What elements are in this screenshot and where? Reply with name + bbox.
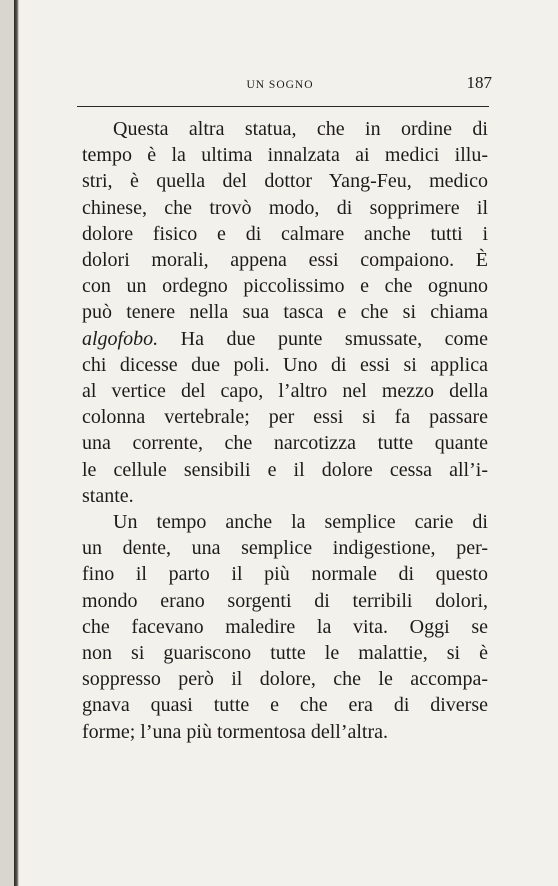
text-line: dolori morali, appena essi compaiono. È	[82, 249, 488, 272]
text-line: soppresso però il dolore, che le accompa-	[82, 668, 488, 691]
text-line: può tenere nella sua tasca e che si chiama	[82, 301, 488, 324]
text-line: colonna vertebrale; per essi si fa passare	[82, 406, 488, 429]
text-line: stante.	[82, 484, 134, 507]
text-line: Un tempo anche la semplice carie di	[113, 511, 488, 534]
text-line: chi dicesse due poli. Uno di essi si applica	[82, 353, 488, 376]
text-line: le cellule sensibili e il dolore cessa all’i-	[82, 458, 488, 481]
text-line-rest: Ha due punte smussate, come	[158, 327, 488, 350]
body-text	[82, 116, 488, 745]
text-line: stri, è quella del dottor Yang-Feu, medico	[82, 170, 488, 193]
header-rule	[77, 106, 489, 107]
text-line: una corrente, che narcotizza tutte quante	[82, 432, 488, 455]
paragraph-1	[82, 116, 488, 509]
text-line	[82, 326, 488, 352]
text-line: gnava quasi tutte e che era di diverse	[82, 694, 488, 717]
page-gutter-shadow	[0, 0, 14, 886]
running-title: UN SOGNO	[246, 79, 314, 91]
text-line: mondo erano sorgenti di terribili dolori,	[82, 589, 488, 612]
text-line: che facevano maledire la vita. Oggi se	[82, 615, 488, 638]
italic-word: algofobo.	[82, 327, 159, 350]
text-line: Questa altra statua, che in ordine di	[113, 118, 488, 140]
text-line: tempo è la ultima innalzata ai medici illu-	[82, 144, 488, 167]
paragraph-2	[82, 509, 488, 745]
text-line: forme; l’una più tormentosa dell’altra.	[82, 720, 389, 743]
text-line: dolore fisico e di calmare anche tutti i	[82, 222, 488, 245]
text-line: fino il parto il più normale di questo	[82, 563, 488, 586]
text-line: non si guariscono tutte le malattie, si è	[82, 642, 488, 665]
text-line: al vertice del capo, l’altro nel mezzo della	[82, 380, 488, 403]
text-line: chinese, che trovò modo, di sopprimere il	[82, 196, 488, 219]
text-line: un dente, una semplice indigestione, per-	[82, 537, 488, 560]
text-line: con un ordegno piccolissimo e che ognuno	[82, 275, 488, 298]
page-binding-edge	[14, 0, 19, 886]
page-number: 187	[466, 73, 492, 92]
